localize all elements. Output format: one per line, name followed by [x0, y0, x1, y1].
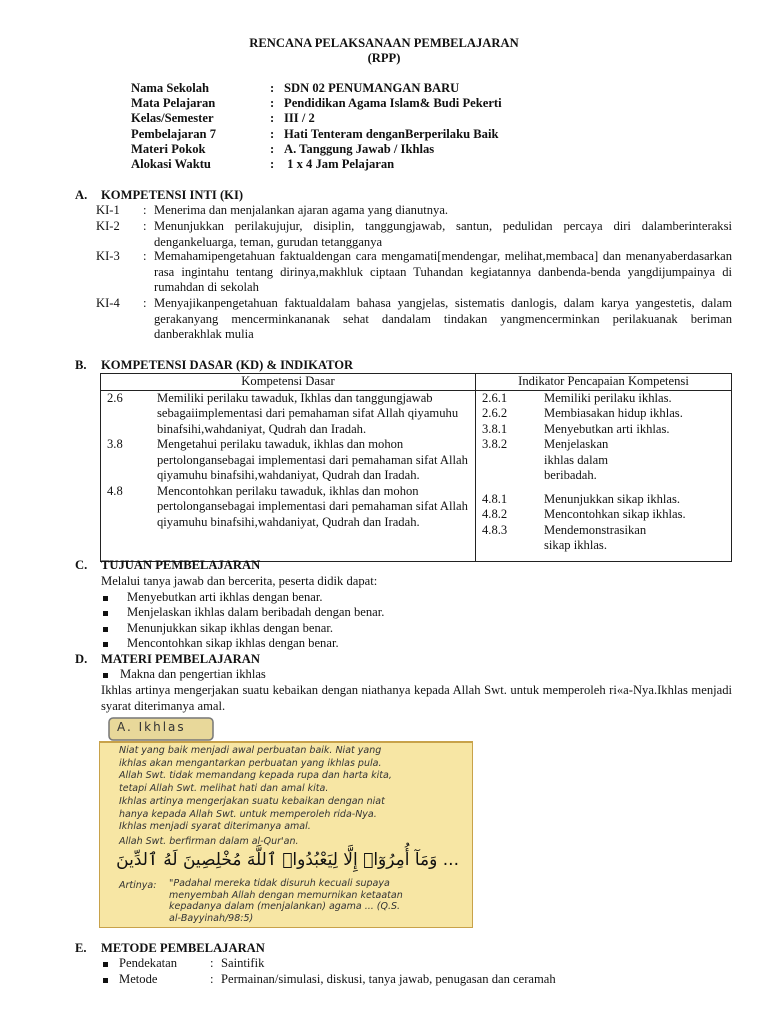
bullet-icon: [103, 627, 108, 632]
info-colon: :: [270, 142, 275, 156]
indikator-text: Mendemonstrasikan sikap ikhlas.: [544, 522, 647, 552]
kd-num: 2.6: [107, 390, 123, 405]
ki-code: KI-2: [96, 219, 120, 233]
ki-colon: :: [143, 219, 147, 233]
ki-text: Memahamipengetahuan faktualdengan cara mengamati[mendengar, melihat,membaca] dan menanyaberdasarkan rasa ingintahu tentang dirinya,makhluk ciptaan Tuhandan kegiatannya danbenda-benda yangdijumpainya di rumahdan di sekolah: [154, 249, 732, 294]
artinya-label: Artinya:: [119, 880, 157, 891]
kd-text: Mencontohkan perilaku tawaduk, ikhlas dan mohon pertolongansebagai implementasi dari pemahaman sifat Allah qiyamuhu binafsihi,wahdaniyat, Qudrah dan Iradah.: [157, 483, 468, 529]
kd-row: [101, 391, 475, 438]
ki-text: Menerima dan menjalankan ajaran agama yang dianutnya.: [154, 203, 449, 217]
section-b-letter: B.: [75, 358, 87, 372]
image-line: kepadanya dalam (menjalankan) agama ... (Q.S.: [169, 901, 401, 912]
info-label: Nama Sekolah: [131, 81, 210, 95]
artinya-text: [169, 878, 403, 924]
info-label: Materi Pokok: [131, 142, 206, 156]
ki-code: KI-3: [96, 249, 120, 263]
metode-label: Pendekatan: [119, 956, 178, 970]
doc-subtitle: (RPP): [367, 51, 401, 65]
kd-num: 4.8: [107, 483, 123, 498]
arabic-verse: ... وَمَآ أُمِرُوٓا۟ إِلَّا لِيَعْبُدُوا۟ ٱللَّهَ مُخْلِصِينَ لَهُ ٱلدِّينَ: [116, 850, 459, 870]
section-b-title: KOMPETENSI DASAR (KD) & INDIKATOR: [101, 358, 354, 372]
materi-paragraph: Ikhlas artinya mengerjakan suatu kebaikan dengan niathanya kepada Allah Swt. untuk memperoleh ri«a-Nya.Ikhlas menjadi syarat diterimanya amal.: [101, 683, 732, 713]
info-label: Alokasi Waktu: [131, 157, 211, 171]
indikator-num: 4.8.2: [482, 507, 508, 521]
section-d-letter: D.: [75, 652, 88, 666]
kd-header: Kompetensi Dasar: [101, 374, 476, 391]
section-c-intro: Melalui tanya jawab dan bercerita, peserta didik dapat:: [101, 574, 378, 588]
indikator-text: Menunjukkan sikap ikhlas.: [544, 491, 681, 506]
info-value: A. Tanggung Jawab / Ikhlas: [284, 142, 435, 156]
tujuan-item: Menunjukkan sikap ikhlas dengan benar.: [127, 621, 334, 635]
section-e-letter: E.: [75, 941, 87, 955]
info-colon: :: [270, 127, 275, 141]
indikator-row: [476, 406, 731, 422]
bullet-icon: [103, 642, 108, 647]
info-value: III / 2: [284, 111, 315, 125]
info-value: 1 x 4 Jam Pelajaran: [284, 157, 395, 171]
image-line: Ikhlas artinya mengerjakan suatu kebaikan dengan niat: [119, 796, 385, 807]
ki-text: Menyajikanpengetahuan faktualdalam bahasa yangjelas, sistematis danlogis, dalam karya yangestetis, dalam gerakanyang mencerminkananak sehat dandalam tindakan yangmencerminkan perilakuanak beriman danberakhlak mulia: [154, 296, 732, 341]
image-tab-label: A. Ikhlas: [117, 720, 186, 734]
image-line: menyembah Allah dengan memurnikan ketaatan: [169, 889, 403, 901]
image-line: Niat yang baik menjadi awal perbuatan baik. Niat yang: [119, 745, 382, 756]
kd-text: Memiliki perilaku tawaduk, Ikhlas dan tanggungjawab sebagaiimplementasi dari pemahaman sifat Allah qiyamuhu binafsihi,wahdaniyat, Qudrah dan Iradah.: [157, 390, 459, 436]
indikator-row: [476, 422, 731, 438]
section-a-title: KOMPETENSI INTI (KI): [101, 188, 244, 202]
indikator-row: [476, 507, 731, 523]
indikator-text: Menyebutkan arti ikhlas.: [544, 421, 670, 436]
ki-colon: :: [143, 203, 147, 217]
metode-label: Metode: [119, 972, 158, 986]
bullet-icon: [103, 596, 108, 601]
section-c-letter: C.: [75, 558, 88, 572]
kd-cell: [101, 390, 476, 561]
kd-num: 3.8: [107, 437, 123, 451]
ki-code: KI-4: [96, 296, 120, 310]
kd-row: [101, 437, 475, 484]
metode-value: Saintifik: [221, 956, 265, 970]
indikator-header: Indikator Pencapaian Kompetensi: [476, 374, 732, 391]
image-paragraph-2: [119, 796, 385, 834]
info-label: Kelas/Semester: [131, 111, 214, 125]
info-label: Mata Pelajaran: [131, 96, 216, 110]
section-d-title: MATERI PEMBELAJARAN: [101, 652, 260, 666]
ki-colon: :: [143, 249, 147, 263]
image-paragraph-1: [119, 745, 392, 795]
metode-colon: :: [210, 956, 214, 970]
indikator-num: 2.6.1: [482, 390, 508, 405]
section-e-title: METODE PEMBELAJARAN: [101, 941, 265, 955]
indikator-text: Mencontohkan sikap ikhlas.: [544, 507, 686, 521]
info-colon: :: [270, 157, 275, 171]
image-line: "Padahal mereka tidak disuruh kecuali supaya: [169, 878, 390, 889]
kd-table: [100, 373, 732, 562]
indikator-text: Menjelaskan ikhlas dalam beribadah.: [544, 437, 609, 482]
info-colon: :: [270, 111, 275, 125]
indikator-text: Membiasakan hidup ikhlas.: [544, 406, 683, 420]
indikator-num: 3.8.2: [482, 437, 508, 451]
info-value: SDN 02 PENUMANGAN BARU: [284, 81, 460, 95]
image-line: ikhlas akan mengantarkan perbuatan yang ikhlas pula.: [119, 757, 382, 769]
info-colon: :: [270, 81, 275, 95]
bullet-icon: [103, 673, 108, 678]
kd-text: Mengetahui perilaku tawaduk, ikhlas dan mohon pertolongansebagai implementasi dari pemahaman sifat Allah qiyamuhu binafsihi,wahdaniyat, Qudrah dan Iradah.: [157, 437, 468, 482]
indikator-num: 4.8.1: [482, 491, 508, 506]
image-line: hanya kepada Allah Swt. untuk memperoleh rida-Nya.: [119, 808, 377, 820]
metode-colon: :: [210, 972, 214, 986]
ki-colon: :: [143, 296, 147, 310]
bullet-icon: [103, 962, 108, 967]
ki-code: KI-1: [96, 203, 120, 217]
image-line: Allah Swt. tidak memandang kepada rupa dan harta kita,: [119, 770, 392, 781]
indikator-num: 4.8.3: [482, 522, 508, 537]
ki-text: Menunjukkan perilakujujur, disiplin, tanggungjawab, santun, pedulidan percaya diri dalamberinteraksi dengankeluarga, teman, gurudan tetangganya: [154, 219, 732, 249]
bullet-icon: [103, 978, 108, 983]
tujuan-item: Mencontohkan sikap ikhlas dengan benar.: [127, 636, 339, 650]
tujuan-item: Menjelaskan ikhlas dalam beribadah dengan benar.: [127, 605, 385, 619]
image-line: Ikhlas menjadi syarat diterimanya amal.: [119, 821, 311, 832]
indikator-text: Memiliki perilaku ikhlas.: [544, 390, 672, 405]
ikhlas-textbook-image: [99, 714, 473, 928]
indikator-row: [476, 391, 731, 407]
indikator-num: 3.8.1: [482, 421, 508, 436]
materi-bullet: Makna dan pengertian ikhlas: [120, 667, 266, 681]
info-value: Pendidikan Agama Islam& Budi Pekerti: [284, 96, 502, 110]
bullet-icon: [103, 611, 108, 616]
doc-title: RENCANA PELAKSANAAN PEMBELAJARAN: [249, 36, 519, 50]
info-label: Pembelajaran 7: [131, 127, 216, 141]
indikator-row: [476, 523, 731, 554]
section-a-letter: A.: [75, 188, 88, 202]
image-line: tetapi Allah Swt. melihat hati dan amal kita.: [119, 782, 329, 794]
kd-row: [101, 484, 475, 531]
indikator-row: [476, 492, 731, 508]
image-paragraph-3: Allah Swt. berfirman dalam al-Qur'an.: [119, 836, 299, 847]
indikator-cell: [476, 390, 732, 561]
metode-value: Permainan/simulasi, diskusi, tanya jawab, penugasan dan ceramah: [221, 972, 556, 986]
info-colon: :: [270, 96, 275, 110]
indikator-row: [476, 437, 731, 484]
info-value: Hati Tenteram denganBerperilaku Baik: [284, 127, 499, 141]
image-line: al-Bayyinah/98:5): [169, 912, 254, 924]
tujuan-item: Menyebutkan arti ikhlas dengan benar.: [127, 590, 323, 604]
section-c-title: TUJUAN PEMBELAJARAN: [101, 558, 261, 572]
indikator-num: 2.6.2: [482, 406, 508, 420]
